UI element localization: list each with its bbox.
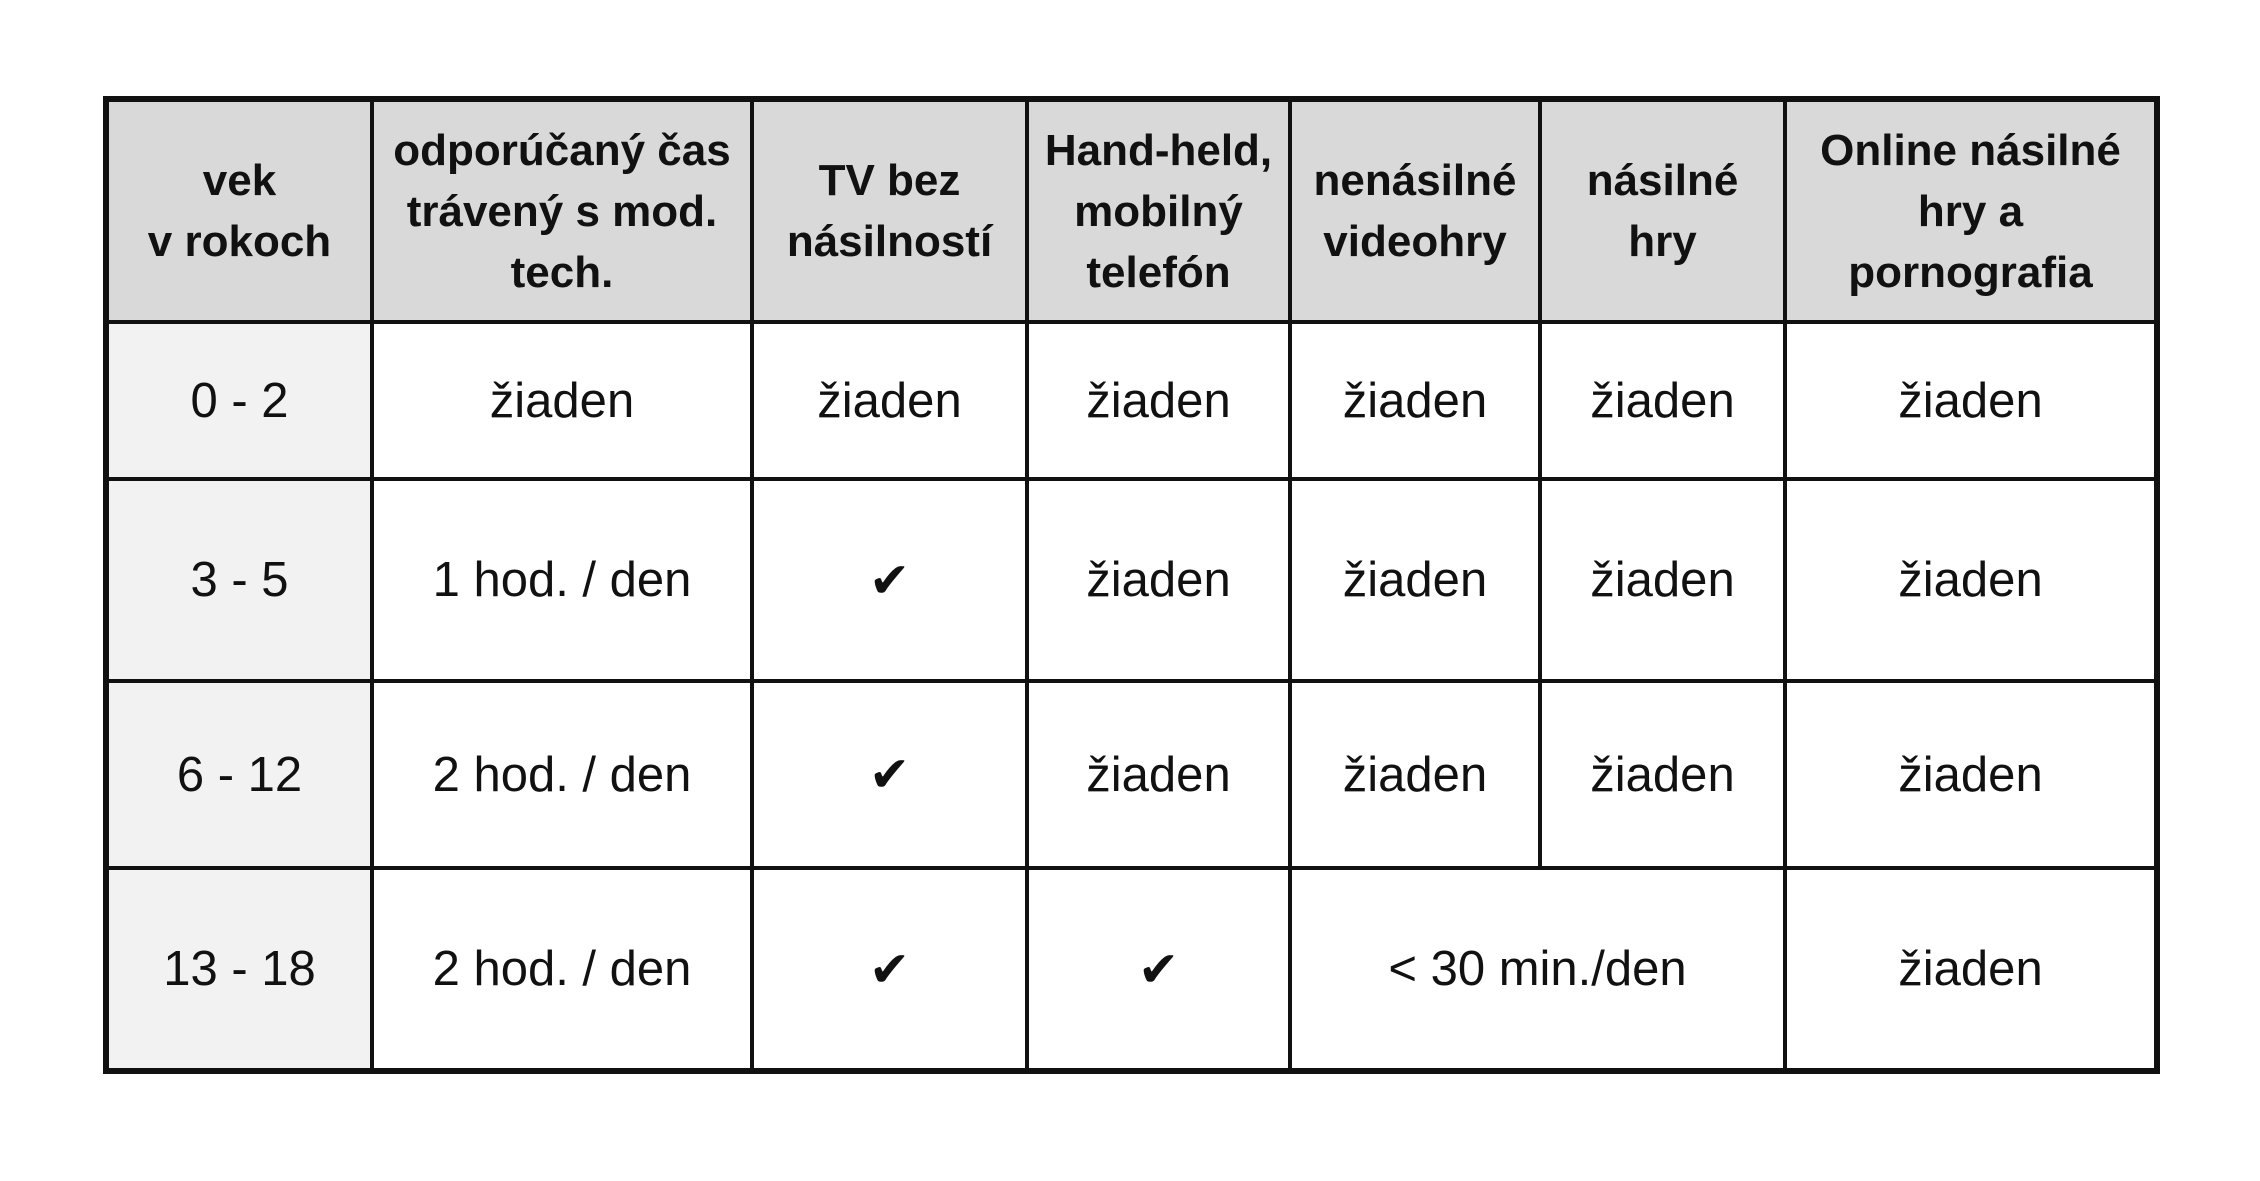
time-cell: žiaden xyxy=(372,322,752,479)
table-row xyxy=(106,868,2157,1071)
time-cell: 2 hod. / den xyxy=(372,681,752,868)
nonviolent-games-cell: žiaden xyxy=(1290,479,1540,681)
header-tv-nonviolent: TV bez násilností xyxy=(752,99,1027,322)
age-cell: 3 - 5 xyxy=(106,479,372,681)
nonviolent-games-cell: žiaden xyxy=(1290,681,1540,868)
games-merged-cell: < 30 min./den xyxy=(1290,868,1785,1071)
header-recommended-time: odporúčaný čas trávený s mod. tech. xyxy=(372,99,752,322)
age-cell: 0 - 2 xyxy=(106,322,372,479)
header-online-violent-pornography: Online násilné hry a pornografia xyxy=(1785,99,2157,322)
mobile-cell: žiaden xyxy=(1027,681,1290,868)
header-violent-games: násilné hry xyxy=(1540,99,1785,322)
tv-cell: žiaden xyxy=(752,322,1027,479)
online-cell: žiaden xyxy=(1785,479,2157,681)
table-row xyxy=(106,681,2157,868)
checkmark-icon: ✔ xyxy=(1027,868,1290,1071)
table-row xyxy=(106,322,2157,479)
checkmark-icon: ✔ xyxy=(752,868,1027,1071)
header-age: vek v rokoch xyxy=(106,99,372,322)
media-guidelines-table xyxy=(103,96,2160,1074)
mobile-cell: žiaden xyxy=(1027,479,1290,681)
header-row xyxy=(106,99,2157,322)
age-cell: 6 - 12 xyxy=(106,681,372,868)
time-cell: 1 hod. / den xyxy=(372,479,752,681)
checkmark-icon: ✔ xyxy=(752,479,1027,681)
violent-games-cell: žiaden xyxy=(1540,479,1785,681)
online-cell: žiaden xyxy=(1785,681,2157,868)
header-nonviolent-videogames: nenásilné videohry xyxy=(1290,99,1540,322)
nonviolent-games-cell: žiaden xyxy=(1290,322,1540,479)
online-cell: žiaden xyxy=(1785,322,2157,479)
checkmark-icon: ✔ xyxy=(752,681,1027,868)
mobile-cell: žiaden xyxy=(1027,322,1290,479)
age-cell: 13 - 18 xyxy=(106,868,372,1071)
violent-games-cell: žiaden xyxy=(1540,681,1785,868)
violent-games-cell: žiaden xyxy=(1540,322,1785,479)
table-row xyxy=(106,479,2157,681)
time-cell: 2 hod. / den xyxy=(372,868,752,1071)
online-cell: žiaden xyxy=(1785,868,2157,1071)
header-handheld-mobile: Hand-held, mobilný telefón xyxy=(1027,99,1290,322)
